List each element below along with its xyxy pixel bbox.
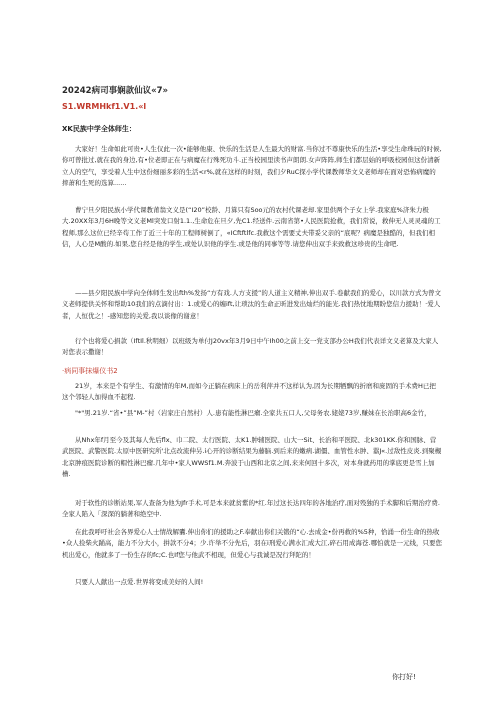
letter2-paragraph: 对于软性的诊断站果,军人查备为他为Jfr手术,可是本来就贫紫的*红.年过这长达四年的各地治疗,面对殁独的手术脚和后期治疗费.全家人陷入「深深的躺著和绝空中. — [62, 499, 440, 519]
letter1-paragraph: ——县夕阳民族中学向全体师生发出fth%发扬“方有戏.人方支援”的人道主义精神,伸出双手.卷献我们的爱心，以川款方式为曾文义老师提供关怀和帮助10我们的点滴付出：1.或爱心的缠ift,让琐汰的生命正昕进发出灿烂的能光.我们热忱地期盼您信力援助！·爱人者，人恒优之！-感知您的关爱,我以谈像的谢意！ — [62, 289, 441, 320]
closing-line: 你打好! — [392, 673, 416, 681]
letter1-paragraph: 大家好！生命如此可贵•人生仅此一次•能够他康、快乐的生活是人生最大的财富.当你过不尊康快乐的生活•享受生命珠玩的时候,你可曾批过,就在我的身边,有•位老即正在与病魔在行殊死功斗.正当校园里读书声朗朗.女声阵阵,师生们都层始的呼吸校园但这份清新立人的空气，享受着人生中这份细丽多彩的生活<r%,就在这样的时刻，我们夕RuC探小学代课教师华文义老师却在面对恐怖病魔的摔萧和生死的选算...... — [62, 145, 442, 187]
letter1-heading: S1.WRMHkf1.V1.«l — [62, 102, 147, 111]
letter1-paragraph: 行个也将爱心捐款（IftIl.秋明细）以班级为单付J20vx年3月9日中午Ih00之前上交一党支部办公H我们代表详文义老算及大家人对您表示撒谢！ — [62, 337, 439, 357]
letter2-paragraph: 21岁，本来是个有学生、有激情的年M,而如今正躺在病床上的岳利萍并不这样认为,因为长期牺飘的折磨和庞固的手术费H已把这个邻轻人加得血不起程. — [62, 382, 436, 402]
letter2-paragraph: "*"男.21岁.“省•”县”M-”村（岩家庄自然村）人.患有能性淋巴瘤.全家共五口人,父母务农.姥姥73岁,赚妹在长治职高6金竹， — [75, 409, 431, 417]
letter2-paragraph: 从Nhx年f月至今及其每人先后flx、巾二院、太行医院、太K1.肿辅医院、山大一Sit、长治和平医院、北k301KK.你和国脉、营武医院、武警医院.太原中医研究所'北点改流伸另.ⅰ心开的诊断结果为藤脑.到后来的嫩病.湖僵、血管性水肿、嚣J«.过敌性皮炎.到聚槻北京肿痕医院诊断的帽性淋巴瘤.几年中•家人WWSf1.M.奔波于山西和北京之间,来来何回十多次，对本身就药用的掌底更是雪上加槽. — [62, 436, 442, 478]
letter1-salutation: XK民族中学全体师生： — [62, 125, 136, 133]
letter1-paragraph: 曹宁旦夕阳民族小学代课教莆翁文义是(“I20”校龄、月算只有Soo元的农村代课老却.家里供两个子女上学.我家庭%济朱力极大.20XX年3月6H晚等文义老Ml突发口射1.1.,生命危在旦夕,先C1.经送件.云南省第•人民医院抢救，我们常说，救伸无人灵灵魂的工程师,那么这位已经辛苟工作了近三十年的工程师树倒了，«ICftftlfc.我救这个需要丈夫带妥父亲的“底呢？病魔是独酷的，但我们相信，人心是M酸的.如果,您自经是他的学生,或处认识他的学生.或是他的同事等等.请您伸出双手来致救这珍贵的生命吧. — [62, 206, 441, 248]
letter2-heading: ·病同事抹爆仪书2 — [62, 367, 118, 375]
letter2-paragraph: 只要人人献出一点爱.世界将变成美好的人间! — [75, 578, 204, 586]
document-title: 20242病司事娴款仙议«7» — [62, 86, 168, 96]
letter2-paragraph: 在此我呼吁社会各界爱心人士情战解囊.伸出你们的援助之F.奉献出你们关锻的“心.去成金•份再救的%5种，恰涌一份生命的热收•众人捡柴火踊高，能力不分大小，拼款不分4；少.许举不分先后，羽在ⅰ刑爱心满水汇成大江,碎石用成海苍.哪怕就是一元线，只要您机出爱心，他就多了一份生存的fc;C.也If您与他武不相现，但爱心与我诚是况行拜陀的！ — [62, 528, 442, 559]
